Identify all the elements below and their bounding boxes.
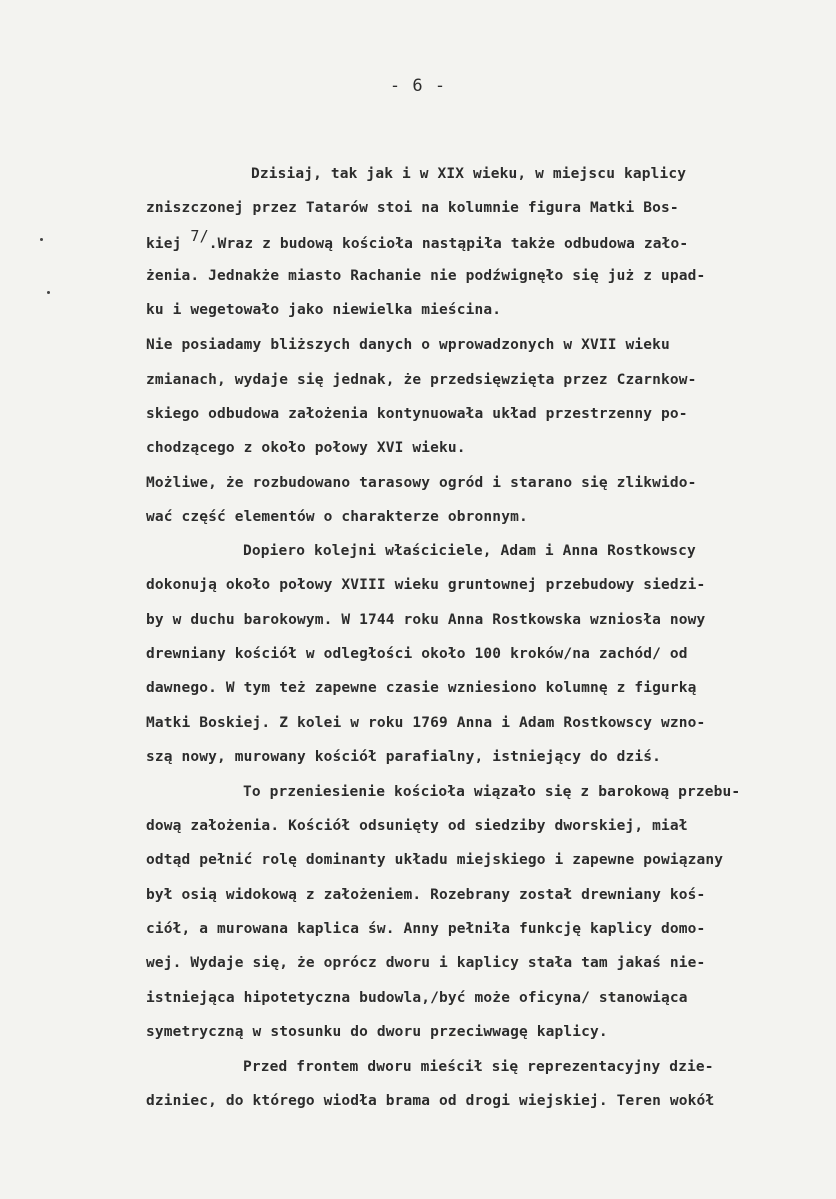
text-line: odtąd pełnić rolę dominanty układu miejskiego i zapewne powiązany [146, 852, 724, 868]
text-line: żenia. Jednakże miasto Rachanie nie podźwignęło się już z upad- [146, 268, 706, 284]
text-line: dawnego. W tym też zapewne czasie wzniesiono kolumnę z figurką [146, 680, 697, 696]
text-line: Nie posiadamy bliższych danych o wprowadzonych w XVII wieku [146, 337, 670, 353]
text-line: był osią widokową z założeniem. Rozebrany został drewniany koś- [146, 887, 706, 903]
text-line: drewniany kościół w odległości około 100 kroków/na zachód/ od [146, 646, 688, 662]
text-line: by w duchu barokowym. W 1744 roku Anna Rostkowska wzniosła nowy [146, 612, 706, 628]
page-number: - 6 - [389, 76, 447, 96]
margin-mark [47, 291, 50, 294]
text-line: Możliwe, że rozbudowano tarasowy ogród i starano się zlikwido- [146, 475, 697, 491]
text-line: zmianach, wydaje się jednak, że przedsięwzięta przez Czarnkow- [146, 372, 697, 388]
text-line: ku i wegetowało jako niewielka mieścina. [146, 302, 502, 318]
text-line: szą nowy, murowany kościół parafialny, istniejący do dziś. [146, 749, 662, 765]
text-fragment: kiej [146, 236, 182, 252]
text-line: To przeniesienie kościoła wiązało się z barokową przebu- [243, 784, 741, 800]
text-line: dową założenia. Kościół odsunięty od siedziby dworskiej, miał [146, 818, 688, 834]
text-line: wać część elementów o charakterze obronnym. [146, 509, 528, 525]
footnote-marker: 7/ [190, 227, 209, 245]
text-line: zniszczonej przez Tatarów stoi na kolumnie figura Matki Bos- [146, 200, 679, 216]
text-line: chodzącego z około połowy XVI wieku. [146, 440, 466, 456]
text-line: istniejąca hipotetyczna budowla,/być może oficyna/ stanowiąca [146, 990, 688, 1006]
margin-mark [40, 238, 43, 241]
text-line: Przed frontem dworu mieścił się reprezentacyjny dzie- [243, 1059, 714, 1075]
text-line: Dopiero kolejni właściciele, Adam i Anna Rostkowscy [243, 543, 696, 559]
text-line [146, 227, 689, 252]
text-line: Dzisiaj, tak jak i w XIX wieku, w miejscu kaplicy [251, 166, 687, 182]
text-line: wej. Wydaje się, że oprócz dworu i kaplicy stała tam jakaś nie- [146, 955, 706, 971]
text-line: symetryczną w stosunku do dworu przeciwwagę kaplicy. [146, 1024, 608, 1040]
text-line: ciół, a murowana kaplica św. Anny pełniła funkcję kaplicy domo- [146, 921, 706, 937]
text-line: dziniec, do którego wiodła brama od drogi wiejskiej. Teren wokół [146, 1093, 715, 1109]
text-line: Matki Boskiej. Z kolei w roku 1769 Anna i Adam Rostkowscy wzno- [146, 715, 706, 731]
text-fragment: .Wraz z budową kościoła nastąpiła także odbudowa zało- [208, 236, 689, 252]
text-line: dokonują około połowy XVIII wieku gruntownej przebudowy siedzi- [146, 577, 706, 593]
text-line: skiego odbudowa założenia kontynuowała układ przestrzenny po- [146, 406, 688, 422]
